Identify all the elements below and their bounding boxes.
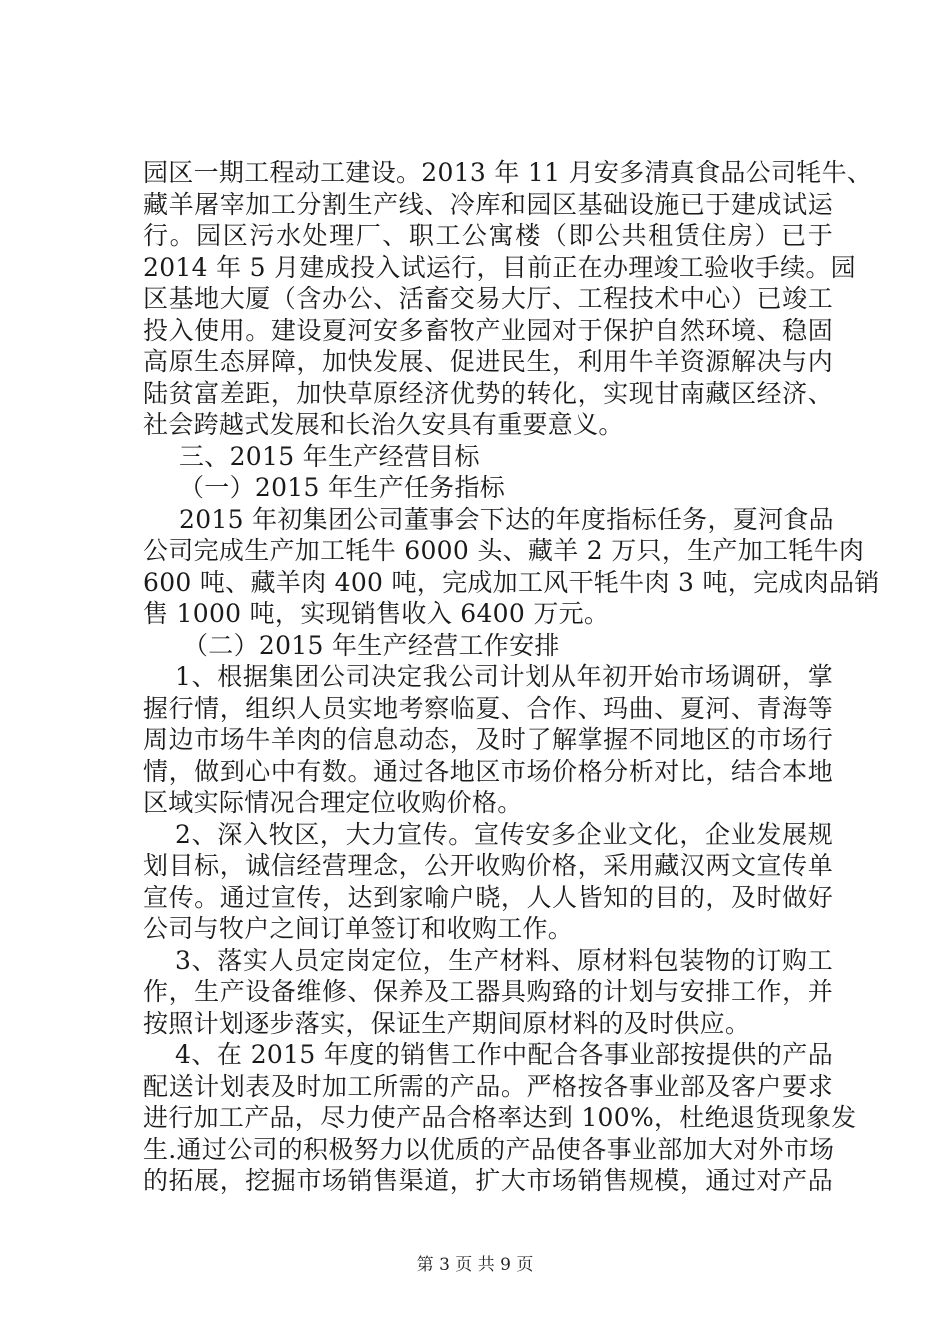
text-line: 划目标，诚信经营理念，公开收购价格，采用藏汉两文宣传单 [143, 851, 833, 880]
document-body [143, 157, 880, 1197]
text-line: 投入使用。建设夏河安多畜牧产业园对于保护自然环境、稳固 [143, 315, 833, 345]
text-line: 宣传。通过宣传，达到家喻户晓，人人皆知的目的，及时做好 [143, 882, 833, 912]
text-line: 2014 年 5 月建成投入试运行，目前正在办理竣工验收手续。园 [143, 252, 856, 282]
text-line: 4、在 2015 年度的销售工作中配合各事业部按提供的产品 [175, 1040, 833, 1069]
text-line: 区基地大厦（含办公、活畜交易大厅、工程技术中心）已竣工 [143, 284, 833, 313]
text-line: 陆贫富差距，加快草原经济优势的转化，实现甘南藏区经济、 [143, 378, 833, 408]
text-line: 园区一期工程动工建设。2013 年 11 月安多清真食品公司牦牛、 [143, 158, 873, 187]
text-line: 周边市场牛羊肉的信息动态，及时了解掌握不同地区的市场行 [143, 725, 833, 754]
text-line: （一）2015 年生产任务指标 [179, 473, 506, 502]
page-footer: 第 3 页 共 9 页 [416, 1255, 534, 1275]
text-line: 售 1000 吨，实现销售收入 6400 万元。 [143, 599, 610, 628]
text-line: 公司完成生产加工牦牛 6000 头、藏羊 2 万只，生产加工牦牛肉 [143, 536, 865, 565]
text-line: 三、2015 年生产经营目标 [179, 441, 480, 471]
text-line: 高原生态屏障，加快发展、促进民生，利用牛羊资源解决与内 [143, 347, 833, 376]
text-line: 区域实际情况合理定位收购价格。 [143, 788, 523, 817]
text-line: 按照计划逐步落实，保证生产期间原材料的及时供应。 [143, 1008, 751, 1038]
text-line: 3、落实人员定岗定位，生产材料、原材料包装物的订购工 [175, 945, 833, 975]
text-line: 的拓展，挖掘市场销售渠道，扩大市场销售规模，通过对产品 [143, 1166, 833, 1195]
text-line: 行。园区污水处理厂、职工公寓楼（即公共租赁住房）已于 [143, 221, 833, 250]
text-line: 2、深入牧区，大力宣传。宣传安多企业文化，企业发展规 [175, 819, 833, 849]
text-line: 2015 年初集团公司董事会下达的年度指标任务，夏河食品 [179, 504, 834, 534]
text-line: 配送计划表及时加工所需的产品。严格按各事业部及客户要求 [143, 1071, 833, 1101]
text-line: （二）2015 年生产经营工作安排 [183, 630, 560, 660]
text-line: 情，做到心中有数。通过各地区市场价格分析对比，结合本地 [143, 756, 833, 786]
text-line: 社会跨越式发展和长治久安具有重要意义。 [143, 410, 624, 439]
text-line: 1、根据集团公司决定我公司计划从年初开始市场调研，掌 [175, 662, 833, 691]
text-line: 握行情，组织人员实地考察临夏、合作、玛曲、夏河、青海等 [143, 693, 833, 723]
text-line: 600 吨、藏羊肉 400 吨，完成加工风干牦牛肉 3 吨，完成肉品销 [143, 567, 880, 597]
text-line: 公司与牧户之间订单签订和收购工作。 [143, 914, 574, 943]
text-line: 作，生产设备维修、保养及工器具购臵的计划与安排工作，并 [143, 977, 833, 1006]
text-line: 进行加工产品，尽力使产品合格率达到 100%，杜绝退货现象发 [143, 1103, 857, 1132]
text-line: 藏羊屠宰加工分割生产线、冷库和园区基础设施已于建成试运 [143, 189, 833, 219]
text-line: 生.通过公司的积极努力以优质的产品使各事业部加大对外市场 [143, 1134, 835, 1164]
